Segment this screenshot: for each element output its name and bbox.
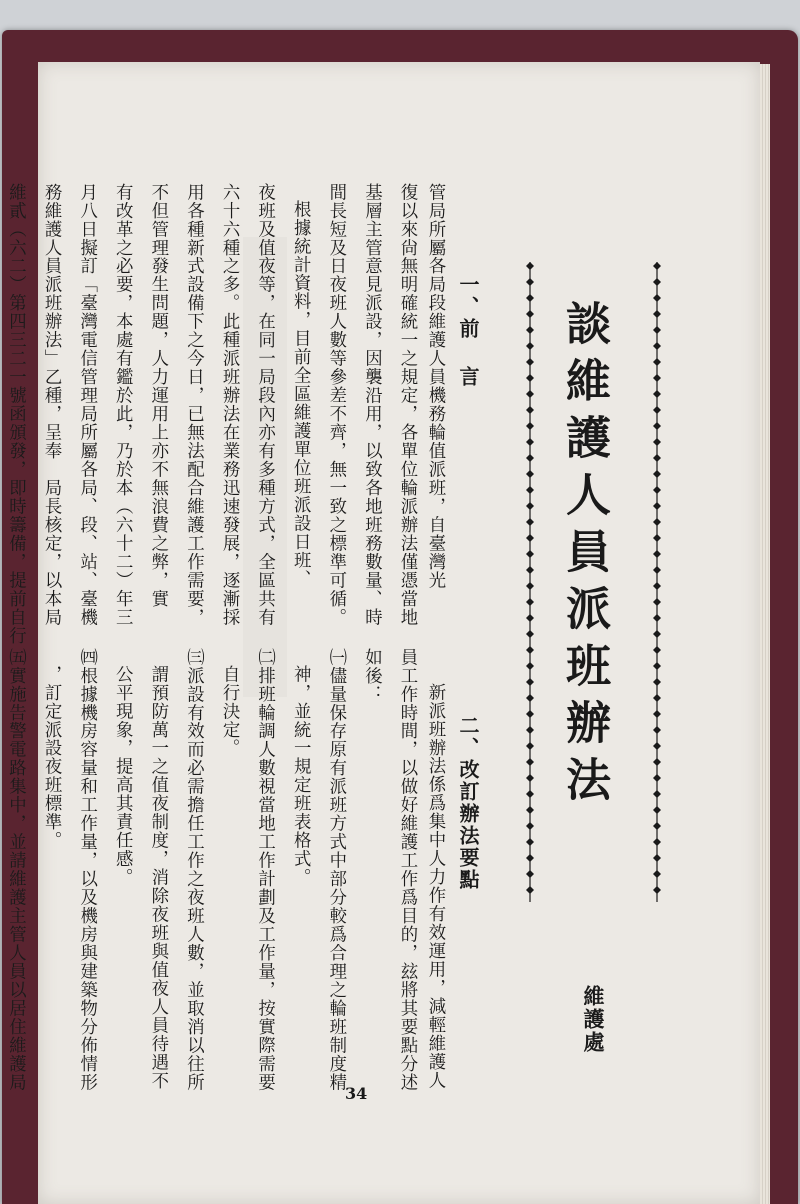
text-line: 六十六種之多。此種派班辦法在業務迅速發展，逐漸採 <box>219 183 240 627</box>
title-ornament-left <box>523 262 537 902</box>
list-item: ㈢派設有效而必需擔任工作之夜班人數，並取消以往所 <box>183 648 204 1092</box>
text-line: 不但管理發生問題，人力運用上亦不無浪費之弊，實 <box>147 183 168 609</box>
list-item: ㈣根據機房容量和工作量，以及機房與建築物分佈情形 <box>76 648 97 1092</box>
article-author: 維護處 <box>581 985 606 1054</box>
text-line: 如後： <box>361 648 382 704</box>
text-line: 用各種新式設備下之今日，已無法配合維護工作需要， <box>183 183 204 627</box>
text-line: 神，並統一規定班表格式。 <box>290 665 311 887</box>
text-line: 夜班及值夜等，在同一局段內亦有多種方式，全區共有 <box>254 183 275 627</box>
title-ornament-right <box>650 262 664 902</box>
list-item: ㈤實施告警電路集中，並請維護主管人員以居住維護局 <box>5 648 26 1092</box>
text-line: 月八日擬訂「臺灣電信管理局所屬各局、段、站、臺機 <box>76 183 97 627</box>
list-item: ㈠儘量保存原有派班方式中部分較爲合理之輪班制度精 <box>325 648 346 1092</box>
text-line: 復以來尙無明確統一之規定，各單位輪派辦法僅憑當地 <box>397 183 417 627</box>
page-edge <box>760 64 770 1204</box>
text-line: ，訂定派設夜班標準。 <box>41 665 62 850</box>
text-line: 新派班辦法係爲集中人力作有效運用，減輕維護人 <box>425 683 445 1090</box>
text-line: 公平現象，提高其責任感。 <box>112 665 133 887</box>
text-line: 間長短及日夜班人數等參差不齊，無一致之標準可循。 <box>325 183 346 627</box>
page-number: 34 <box>345 1084 368 1103</box>
text-line: 謂預防萬一之值夜制度，消除夜班與值夜人員待遇不 <box>147 665 168 1091</box>
article-title: 談維護人員派班辦法 <box>558 300 611 813</box>
text-line: 有改革之必要，本處有鑑於此，乃於本（六十二）年三 <box>112 183 133 627</box>
list-item: ㈡排班輪調人數視當地工作計劃及工作量，按實際需要 <box>254 648 275 1092</box>
text-line: 務維護人員派班辦法」乙種，呈奉 局長核定，以本局 <box>41 183 62 627</box>
section-key-points-body <box>0 648 443 1092</box>
section-heading-preface: 一、前 言 <box>456 274 480 388</box>
section-heading-key-points: 二、改訂辦法要點 <box>456 715 480 891</box>
section-preface-body <box>0 183 443 645</box>
text-line: 自行決定。 <box>219 665 240 758</box>
text-line: 員工作時間，以做好維護工作爲目的，玆將其要點分述 <box>397 648 417 1092</box>
text-line: 根據統計資料，目前全區維護單位班派設日班、 <box>290 200 311 589</box>
text-line: 管局所屬各局段維護人員機務輪值派班，自臺灣光 <box>425 183 445 590</box>
text-line: 基層主管意見派設，因襲沿用，以致各地班務數量、時 <box>361 183 382 627</box>
text-line: 維貳（六二）第四三二一號函頒發，即時籌備，提前自行 <box>5 183 26 645</box>
